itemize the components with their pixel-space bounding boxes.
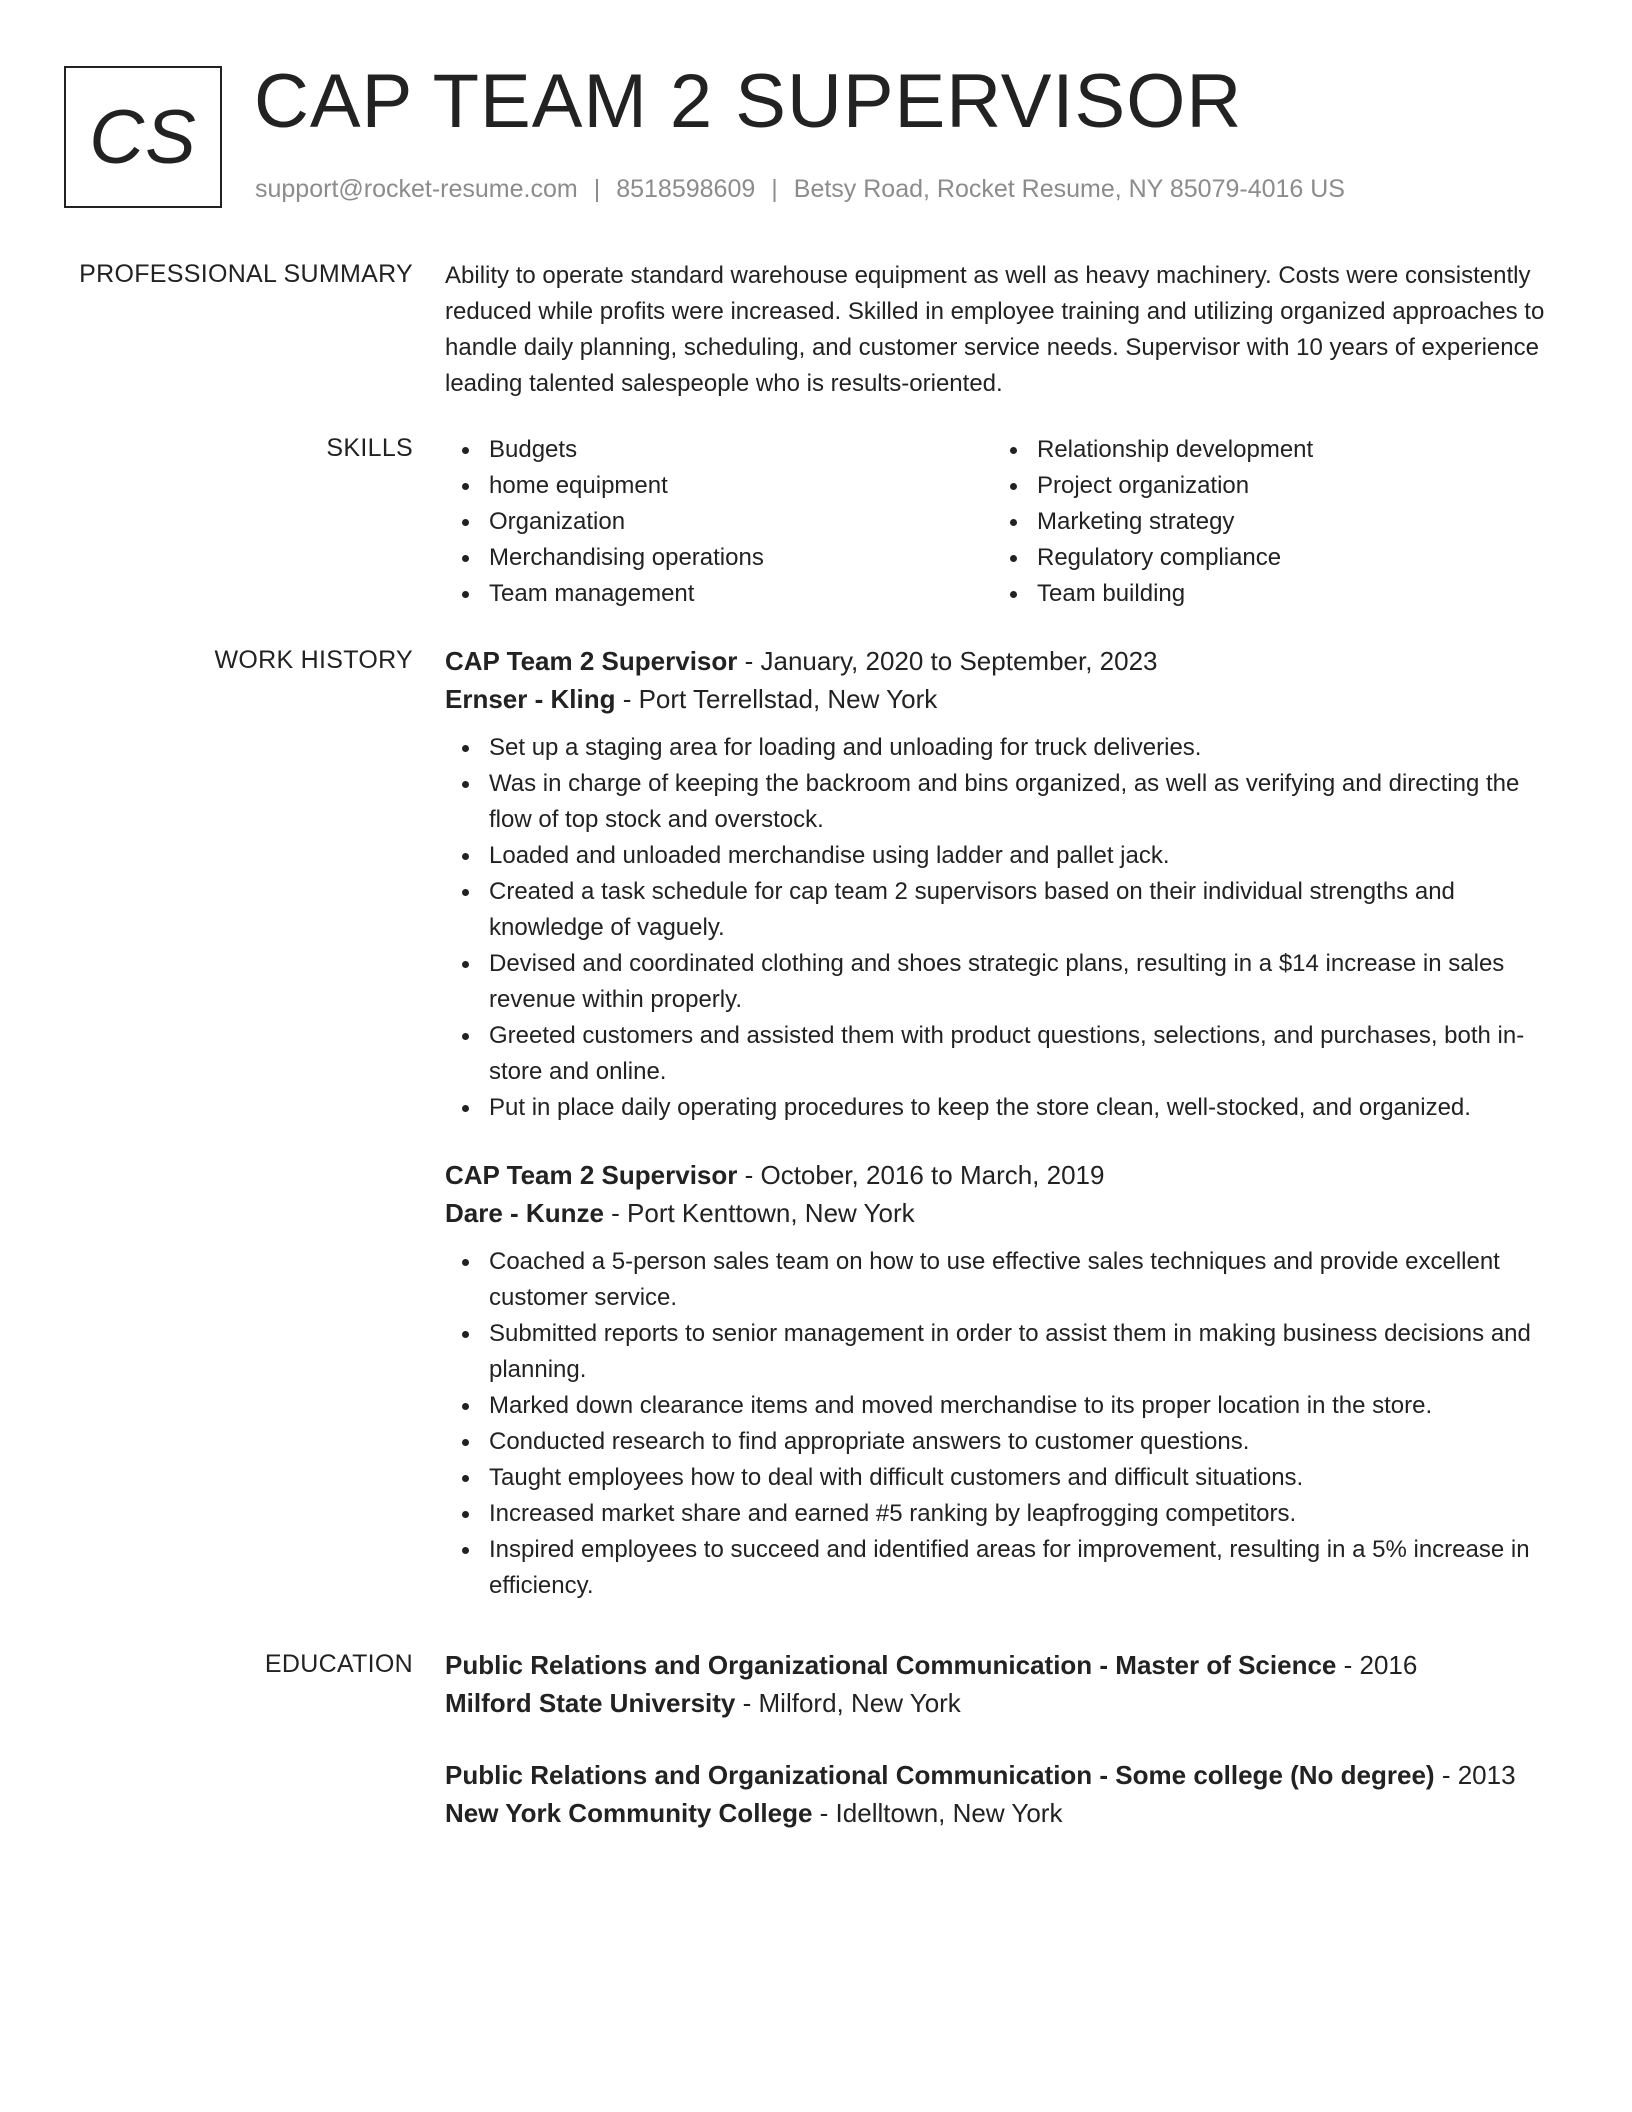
edu-degree-line	[445, 1646, 1565, 1684]
section-label-summary: PROFESSIONAL SUMMARY	[79, 260, 413, 288]
edu-school-line	[445, 1794, 1565, 1832]
list-item: Team building	[993, 576, 1541, 612]
edu-location: - Idelltown, New York	[812, 1798, 1063, 1828]
job-duties-list	[445, 1244, 1565, 1604]
monogram-initials: CS	[89, 94, 197, 180]
section-label-education: EDUCATION	[264, 1650, 413, 1678]
job-company-line	[445, 1194, 1565, 1232]
contact-address: Betsy Road, Rocket Resume, NY 85079-4016 US	[793, 175, 1345, 203]
job-company-line	[445, 680, 1565, 718]
edu-school-line	[445, 1684, 1565, 1722]
section-label-work: WORK HISTORY	[214, 646, 413, 674]
contact-email[interactable]: support@rocket-resume.com	[255, 175, 578, 203]
edu-year: - 2016	[1336, 1650, 1418, 1680]
job-location: - Port Terrellstad, New York	[615, 684, 938, 714]
list-item: Submitted reports to senior management in order to assist them in making business decisions and planning.	[445, 1316, 1565, 1388]
contact-separator: |	[593, 175, 601, 203]
job-dates: - January, 2020 to September, 2023	[737, 646, 1158, 676]
edu-location: - Milford, New York	[735, 1688, 961, 1718]
job-company: Dare - Kunze	[445, 1198, 604, 1228]
list-item: Loaded and unloaded merchandise using ladder and pallet jack.	[445, 838, 1565, 874]
list-item: Marked down clearance items and moved merchandise to its proper location in the store.	[445, 1388, 1565, 1424]
list-item: Regulatory compliance	[993, 540, 1541, 576]
job-title-line	[445, 642, 1565, 680]
education-body	[445, 1646, 1565, 1866]
edu-school: Milford State University	[445, 1688, 736, 1718]
list-item: Created a task schedule for cap team 2 supervisors based on their individual strengths and knowledge of vaguely.	[445, 874, 1565, 946]
list-item: Merchandising operations	[445, 540, 993, 576]
list-item: Greeted customers and assisted them with product questions, selections, and purchases, both in-store and online.	[445, 1018, 1565, 1090]
list-item: Coached a 5-person sales team on how to use effective sales techniques and provide excellent customer service.	[445, 1244, 1565, 1316]
list-item: Relationship development	[993, 432, 1541, 468]
list-item: Taught employees how to deal with difficult customers and difficult situations.	[445, 1460, 1565, 1496]
skills-list-right	[993, 432, 1541, 612]
edu-school: New York Community College	[445, 1798, 813, 1828]
education-entry	[445, 1646, 1565, 1722]
list-item: Put in place daily operating procedures to keep the store clean, well-stocked, and organized.	[445, 1090, 1565, 1126]
job-duties-list	[445, 730, 1565, 1126]
job-entry	[445, 1156, 1565, 1604]
job-title-line	[445, 1156, 1565, 1194]
list-item: Was in charge of keeping the backroom and bins organized, as well as verifying and directing the flow of top stock and overstock.	[445, 766, 1565, 838]
education-entry	[445, 1756, 1565, 1832]
edu-degree: Public Relations and Organizational Communication - Some college (No degree)	[445, 1760, 1435, 1790]
job-dates: - October, 2016 to March, 2019	[737, 1160, 1105, 1190]
edu-year: - 2013	[1434, 1760, 1516, 1790]
list-item: Inspired employees to succeed and identified areas for improvement, resulting in a 5% increase in efficiency.	[445, 1532, 1565, 1604]
section-label-skills: SKILLS	[326, 434, 413, 462]
list-item: home equipment	[445, 468, 993, 504]
list-item: Project organization	[993, 468, 1541, 504]
skills-body	[445, 432, 1565, 612]
list-item: Set up a staging area for loading and unloading for truck deliveries.	[445, 730, 1565, 766]
job-company: Ernser - Kling	[445, 684, 616, 714]
edu-degree: Public Relations and Organizational Communication - Master of Science	[445, 1650, 1337, 1680]
job-title: CAP Team 2 Supervisor	[445, 1160, 738, 1190]
list-item: Budgets	[445, 432, 993, 468]
list-item: Organization	[445, 504, 993, 540]
contact-line	[255, 175, 1345, 204]
work-body	[445, 642, 1565, 1634]
list-item: Conducted research to find appropriate answers to customer questions.	[445, 1424, 1565, 1460]
job-entry	[445, 642, 1565, 1126]
summary-text: Ability to operate standard warehouse equipment as well as heavy machinery. Costs were consistently reduced while profits were increased. Skilled in employee training and utilizing organized approaches to handle daily planning, scheduling, and customer service needs. Supervisor with 10 years of experience leading talented salespeople who is results-oriented.	[445, 262, 1545, 397]
job-title: CAP Team 2 Supervisor	[445, 646, 738, 676]
list-item: Increased market share and earned #5 ranking by leapfrogging competitors.	[445, 1496, 1565, 1532]
contact-phone[interactable]: 8518598609	[616, 175, 756, 203]
list-item: Marketing strategy	[993, 504, 1541, 540]
edu-degree-line	[445, 1756, 1565, 1794]
contact-separator: |	[771, 175, 778, 203]
job-location: - Port Kenttown, New York	[603, 1198, 915, 1228]
monogram-box	[64, 66, 222, 208]
resume-name: CAP TEAM 2 SUPERVISOR	[254, 59, 1243, 144]
skills-list-left	[445, 432, 993, 612]
list-item: Devised and coordinated clothing and shoes strategic plans, resulting in a $14 increase in sales revenue within properly.	[445, 946, 1565, 1018]
list-item: Team management	[445, 576, 993, 612]
